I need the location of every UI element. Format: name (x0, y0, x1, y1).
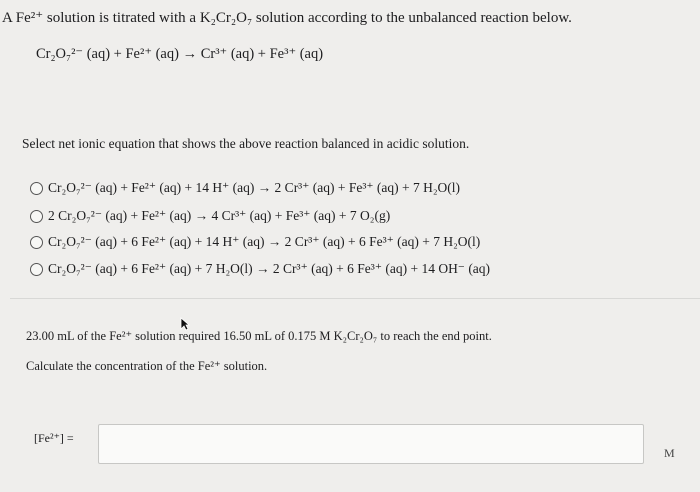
section-divider (10, 298, 700, 299)
radio-button-icon[interactable] (30, 210, 43, 223)
problem-intro: A Fe²⁺ solution is titrated with a K₂Cr₂O₇ solution according to the unbalanced reaction below. (2, 10, 572, 26)
unbalanced-reaction: Cr₂O₇²⁻ (aq) + Fe²⁺ (aq) → Cr³⁺ (aq) + Fe³⁺ (aq) (36, 46, 324, 62)
option-1[interactable] (30, 180, 460, 196)
option-4[interactable] (30, 261, 490, 277)
option-label: 2 Cr₂O₇²⁻ (aq) + Fe²⁺ (aq) → 4 Cr³⁺ (aq) + Fe³⁺ (aq) + 7 O₂(g) (48, 208, 391, 223)
question-prompt: Select net ionic equation that shows the above reaction balanced in acidic solution. (22, 136, 470, 151)
concentration-input[interactable] (98, 424, 644, 464)
radio-button-icon[interactable] (30, 182, 43, 195)
radio-button-icon[interactable] (30, 236, 43, 249)
calculation-question: Calculate the concentration of the Fe²⁺ solution. (26, 359, 268, 373)
unit-label: M (664, 446, 675, 460)
option-label: Cr₂O₇²⁻ (aq) + 6 Fe²⁺ (aq) + 7 H₂O(l) → 2 Cr³⁺ (aq) + 6 Fe³⁺ (aq) + 14 OH⁻ (aq) (48, 261, 491, 276)
radio-button-icon[interactable] (30, 263, 43, 276)
option-label: Cr₂O₇²⁻ (aq) + Fe²⁺ (aq) + 14 H⁺ (aq) → 2 Cr³⁺ (aq) + Fe³⁺ (aq) + 7 H₂O(l) (48, 180, 461, 195)
option-3[interactable] (30, 234, 480, 250)
given-data: 23.00 mL of the Fe²⁺ solution required 16.50 mL of 0.175 M K₂Cr₂O₇ to reach the end point. (26, 329, 492, 343)
option-label: Cr₂O₇²⁻ (aq) + 6 Fe²⁺ (aq) + 14 H⁺ (aq) → 2 Cr³⁺ (aq) + 6 Fe³⁺ (aq) + 7 H₂O(l) (48, 234, 481, 249)
option-2[interactable] (30, 208, 390, 224)
answer-label: [Fe²⁺] = (34, 431, 74, 445)
